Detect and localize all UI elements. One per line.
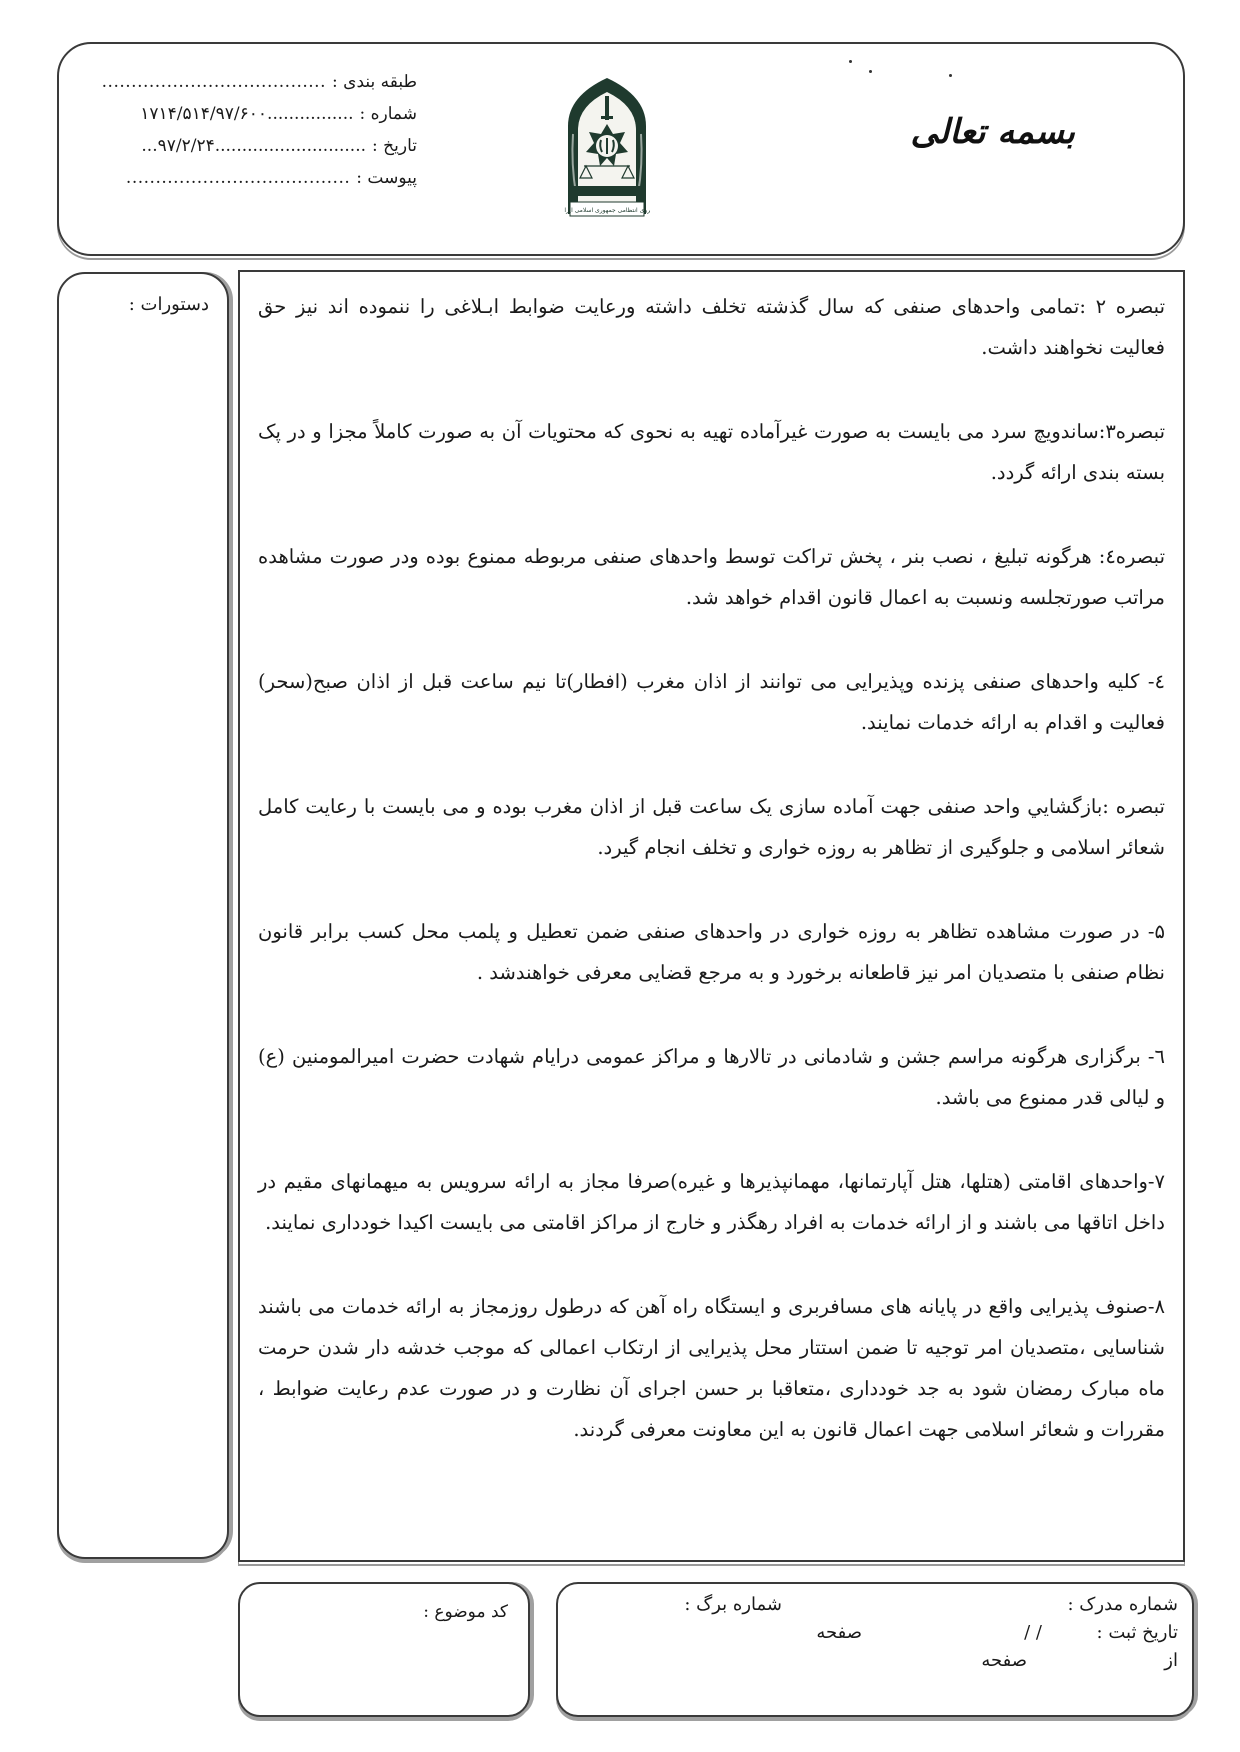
number-label: شماره : bbox=[359, 104, 417, 124]
scan-speck bbox=[949, 74, 952, 77]
attachment-label: پیوست : bbox=[356, 168, 417, 188]
paragraph-item-4: ٤- کلیه واحدهای صنفی پزنده وپذیرایی می توانند از اذان مغرب (افطار)تا نیم ساعت قبل از اذان صبح(سحر) فعالیت و اقدام به ارائه خدمات نمایند. bbox=[258, 670, 1165, 734]
page-label: صفحه bbox=[816, 1622, 862, 1643]
letterhead-header bbox=[57, 42, 1185, 256]
svg-text:نیروی انتظامی جمهوری اسلامی ای: نیروی انتظامی جمهوری اسلامی ایران bbox=[564, 207, 650, 214]
subject-code-label: کد موضوع : bbox=[423, 1602, 508, 1622]
paragraph-note-3: تبصره۳:ساندویچ سرد می بایست به صورت غیرآماده تهیه به نحوی که محتویات آن به صورت کاملاً مجزا و در پک بسته بندی ارائه گردد. bbox=[258, 420, 1165, 484]
instructions-panel bbox=[57, 272, 229, 1559]
sheet-number-label: شماره برگ : bbox=[684, 1594, 782, 1615]
subject-code-box bbox=[238, 1582, 530, 1717]
paragraph-note-4: تبصره٤: هرگونه تبلیغ ، نصب بنر ، پخش تراکت توسط واحدهای صنفی مربوطه ممنوع بوده ودر صورت مشاهده مراتب صورتجلسه ونسبت به اعمال قانون اقدام خواهد شد. bbox=[258, 545, 1165, 609]
registration-date-label: تاریخ ثبت : bbox=[1096, 1622, 1178, 1643]
classification-label: طبقه بندی : bbox=[332, 72, 417, 92]
number-value: ۱۷۱۴/۵۱۴/۹۷/۶۰۰................ bbox=[140, 104, 354, 124]
police-emblem-icon bbox=[564, 74, 650, 222]
paragraph-item-8: ۸-صنوف پذیرایی واقع در پایانه های مسافربری و ایستگاه راه آهن که درطول روزمجاز به ارائه خدمات می باشند شناسایی ،متصدیان امر توجیه تا ضمن استتار محل پذیرایی از ارتکاب اعمالی که موجب خدشه دار شدن حرمت ماه مبارک رمضان شود به جد خودداری ،متعاقبا بر حسن اجرای آن نظارت و در صورت عدم رعایت ضوابط ، مقررات و شعائر اسلامی جهت اعمال قانون به این معاونت معرفی گردند. bbox=[258, 1295, 1165, 1441]
registration-date-separators: / / bbox=[1024, 1622, 1042, 1643]
document-info-box bbox=[556, 1582, 1194, 1717]
attachment-value: ...................................... bbox=[125, 168, 351, 188]
paragraph-item-7: ۷-واحدهای اقامتی (هتلها، هتل آپارتمانها، مهمانپذیرها و غیره)صرفا مجاز به ارائه سرویس به میهمانهای مقیم در داخل اتاقها می باشند و از ارائه خدمات به افراد رهگذر و خارج از مراکز اقامتی می بایست اکیدا خودداری نمایند. bbox=[258, 1170, 1165, 1234]
paragraph-item-5: ۵- در صورت مشاهده تظاهر به روزه خواری در واحدهای صنفی ضمن تعطیل و پلمب محل کسب برابر قانون نظام صنفی با متصدیان امر نیز قاطعانه برخورد و به مرجع قضایی معرفی خواهندشد . bbox=[258, 920, 1165, 984]
bismillah-heading: بسمه تعالی bbox=[910, 112, 1075, 152]
classification-row bbox=[87, 66, 417, 98]
date-row bbox=[87, 130, 417, 162]
scan-speck bbox=[849, 60, 852, 63]
paragraph-note-2: تبصره ۲ :تمامی واحدهای صنفی که سال گذشته تخلف داشته ورعایت ضوابط ابـلاغی را ننموده اند نیز حق فعالیت نخواهند داشت. bbox=[258, 295, 1165, 359]
of-label: از bbox=[1164, 1650, 1178, 1671]
date-label: تاریخ : bbox=[372, 136, 417, 156]
scan-speck bbox=[869, 70, 872, 73]
date-value: ...۹۷/۲/۲۴............................ bbox=[141, 136, 367, 156]
paragraph-item-6: ٦- برگزاری هرگونه مراسم جشن و شادمانی در تالارها و مراکز عمومی درایام شهادت حضرت امیرالمومنین (ع) و لیالی قدر ممنوع می باشد. bbox=[258, 1045, 1165, 1109]
letter-content bbox=[258, 286, 1165, 1493]
classification-value: ...................................... bbox=[101, 72, 326, 92]
attachment-row bbox=[87, 162, 417, 194]
document-number-label: شماره مدرک : bbox=[1067, 1594, 1178, 1615]
number-row bbox=[87, 98, 417, 130]
paragraph-reopening-note: تبصره :بازگشایي واحد صنفی جهت آماده سازی یک ساعت قبل از اذان مغرب بوده و می بایست با رعایت کامل شعائر اسلامی و جلوگیری از تظاهر به روزه خواری و تخلف انجام گیرد. bbox=[258, 795, 1165, 859]
instructions-label: دستورات : bbox=[128, 294, 209, 315]
page-label-2: صفحه bbox=[981, 1650, 1027, 1671]
document-meta bbox=[87, 66, 417, 194]
letter-body bbox=[238, 270, 1185, 1562]
